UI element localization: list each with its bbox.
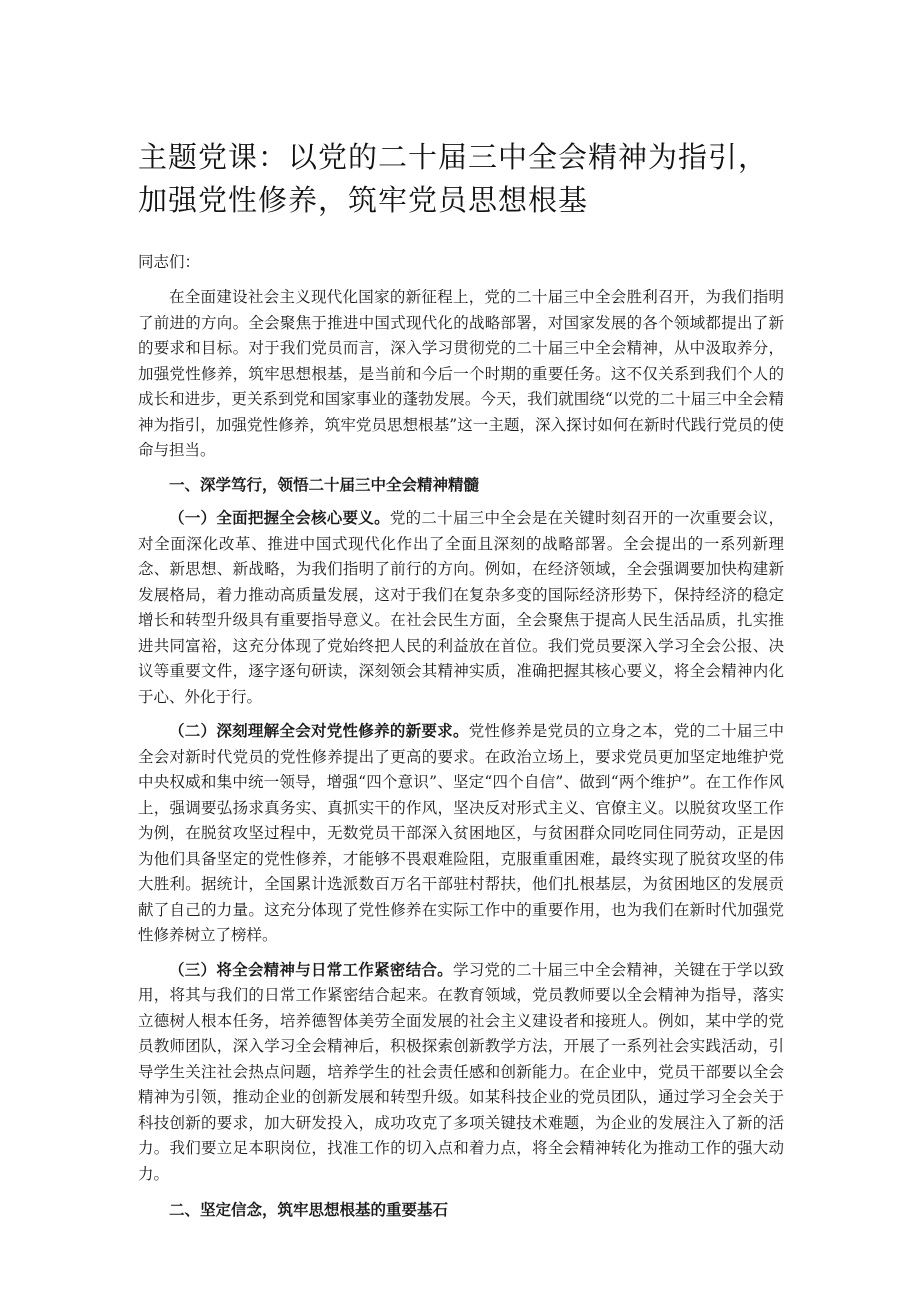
intro-paragraph: 在全面建设社会主义现代化国家的新征程上，党的二十届三中全会胜利召开，为我们指明了前进的方向。全会聚焦于推进中国式现代化的战略部署，对国家发展的各个领域都提出了新的要求和目标。对于我们党员而言，深入学习贯彻党的二十届三中全会精神，从中汲取养分，加强党性修养，筑牢思想根基，是当前和今后一个时期的重要任务。这不仅关系到我们个人的成长和进步，更关系到党和国家事业的蓬勃发展。今天，我们就围绕“以党的二十届三中全会精神为指引，加强党性修养，筑牢党员思想根基”这一主题，深入探讨如何在新时代践行党员的使命与担当。 [138, 288, 784, 459]
point-2-title: （二）深刻理解全会对党性修养的新要求。 [169, 721, 469, 740]
section-2-heading: 二、坚定信念，筑牢思想根基的重要基石 [169, 1200, 449, 1219]
point-1-body: 党的二十届三中全会是在关键时刻召开的一次重要会议，对全面深化改革、推进中国式现代化作出了全面且深刻的战略部署。全会提出的一系列新理念、新思想、新战略，为我们指明了前行的方向。例如，在经济领域，全会强调要加快构建新发展格局，着力推动高质量发展，这对于我们在复杂多变的国际经济形势下，保持经济的稳定增长和转型升级具有重要指导意义。在社会民生方面，全会聚焦于提高人民生活品质，扎实推进共同富裕，这充分体现了党始终把人民的利益放在首位。我们党员要深入学习全会公报、决议等重要文件，逐字逐句研读，深刻领会其精神实质，准确把握其核心要义，将全会精神内化于心、外化于行。 [138, 509, 784, 706]
point-3-title: （三）将全会精神与日常工作紧密结合。 [169, 959, 453, 979]
point-2-paragraph [138, 718, 784, 949]
document-page [138, 136, 784, 1231]
point-2-body: 党性修养是党员的立身之本，党的二十届三中全会对新时代党员的党性修养提出了更高的要求。在政治立场上，要求党员更加坚定地维护党中央权威和集中统一领导，增强“四个意识”、坚定“四个自信”、做到“两个维护”。在工作作风上，强调要弘扬求真务实、真抓实干的作风，坚决反对形式主义、官僚主义。以脱贫攻坚工作为例，在脱贫攻坚过程中，无数党员干部深入贫困地区，与贫困群众同吃同住同劳动，正是因为他们具备坚定的党性修养，才能够不畏艰难险阻，克服重重困难，最终实现了脱贫攻坚的伟大胜利。据统计，全国累计选派数百万名干部驻村帮扶，他们扎根基层，为贫困地区的发展贡献了自己的力量。这充分体现了党性修养在实际工作中的重要作用，也为我们在新时代加强党性修养树立了榜样。 [138, 722, 784, 944]
point-1-paragraph [138, 505, 784, 710]
document-title: 主题党课：以党的二十届三中全会精神为指引，加强党性修养，筑牢党员思想根基 [138, 140, 769, 217]
salutation: 同志们： [138, 253, 201, 271]
point-3-paragraph [138, 957, 784, 1188]
section-1-heading: 一、深学笃行，领悟二十届三中全会精神精髓 [169, 474, 480, 494]
point-1-title: （一）全面把握全会核心要义。 [169, 508, 390, 527]
point-3-body: 学习党的二十届三中全会精神，关键在于学以致用，将其与我们的日常工作紧密结合起来。在教育领域，党员教师要以全会精神为指导，落实立德树人根本任务，培养德智体美劳全面发展的社会主义建设者和接班人。例如，某中学的党员教师团队，深入学习全会精神后，积极探索创新教学方法，开展了一系列社会实践活动，引导学生关注社会热点问题，培养学生的社会责任感和创新能力。在企业中，党员干部要以全会精神为引领，推动企业的创新发展和转型升级。如某科技企业的党员团队，通过学习全会关于科技创新的要求，加大研发投入，成功攻克了多项关键技术难题，为企业的发展注入了新的活力。我们要立足本职岗位，找准工作的切入点和着力点，将全会精神转化为推动工作的强大动力。 [138, 960, 784, 1183]
